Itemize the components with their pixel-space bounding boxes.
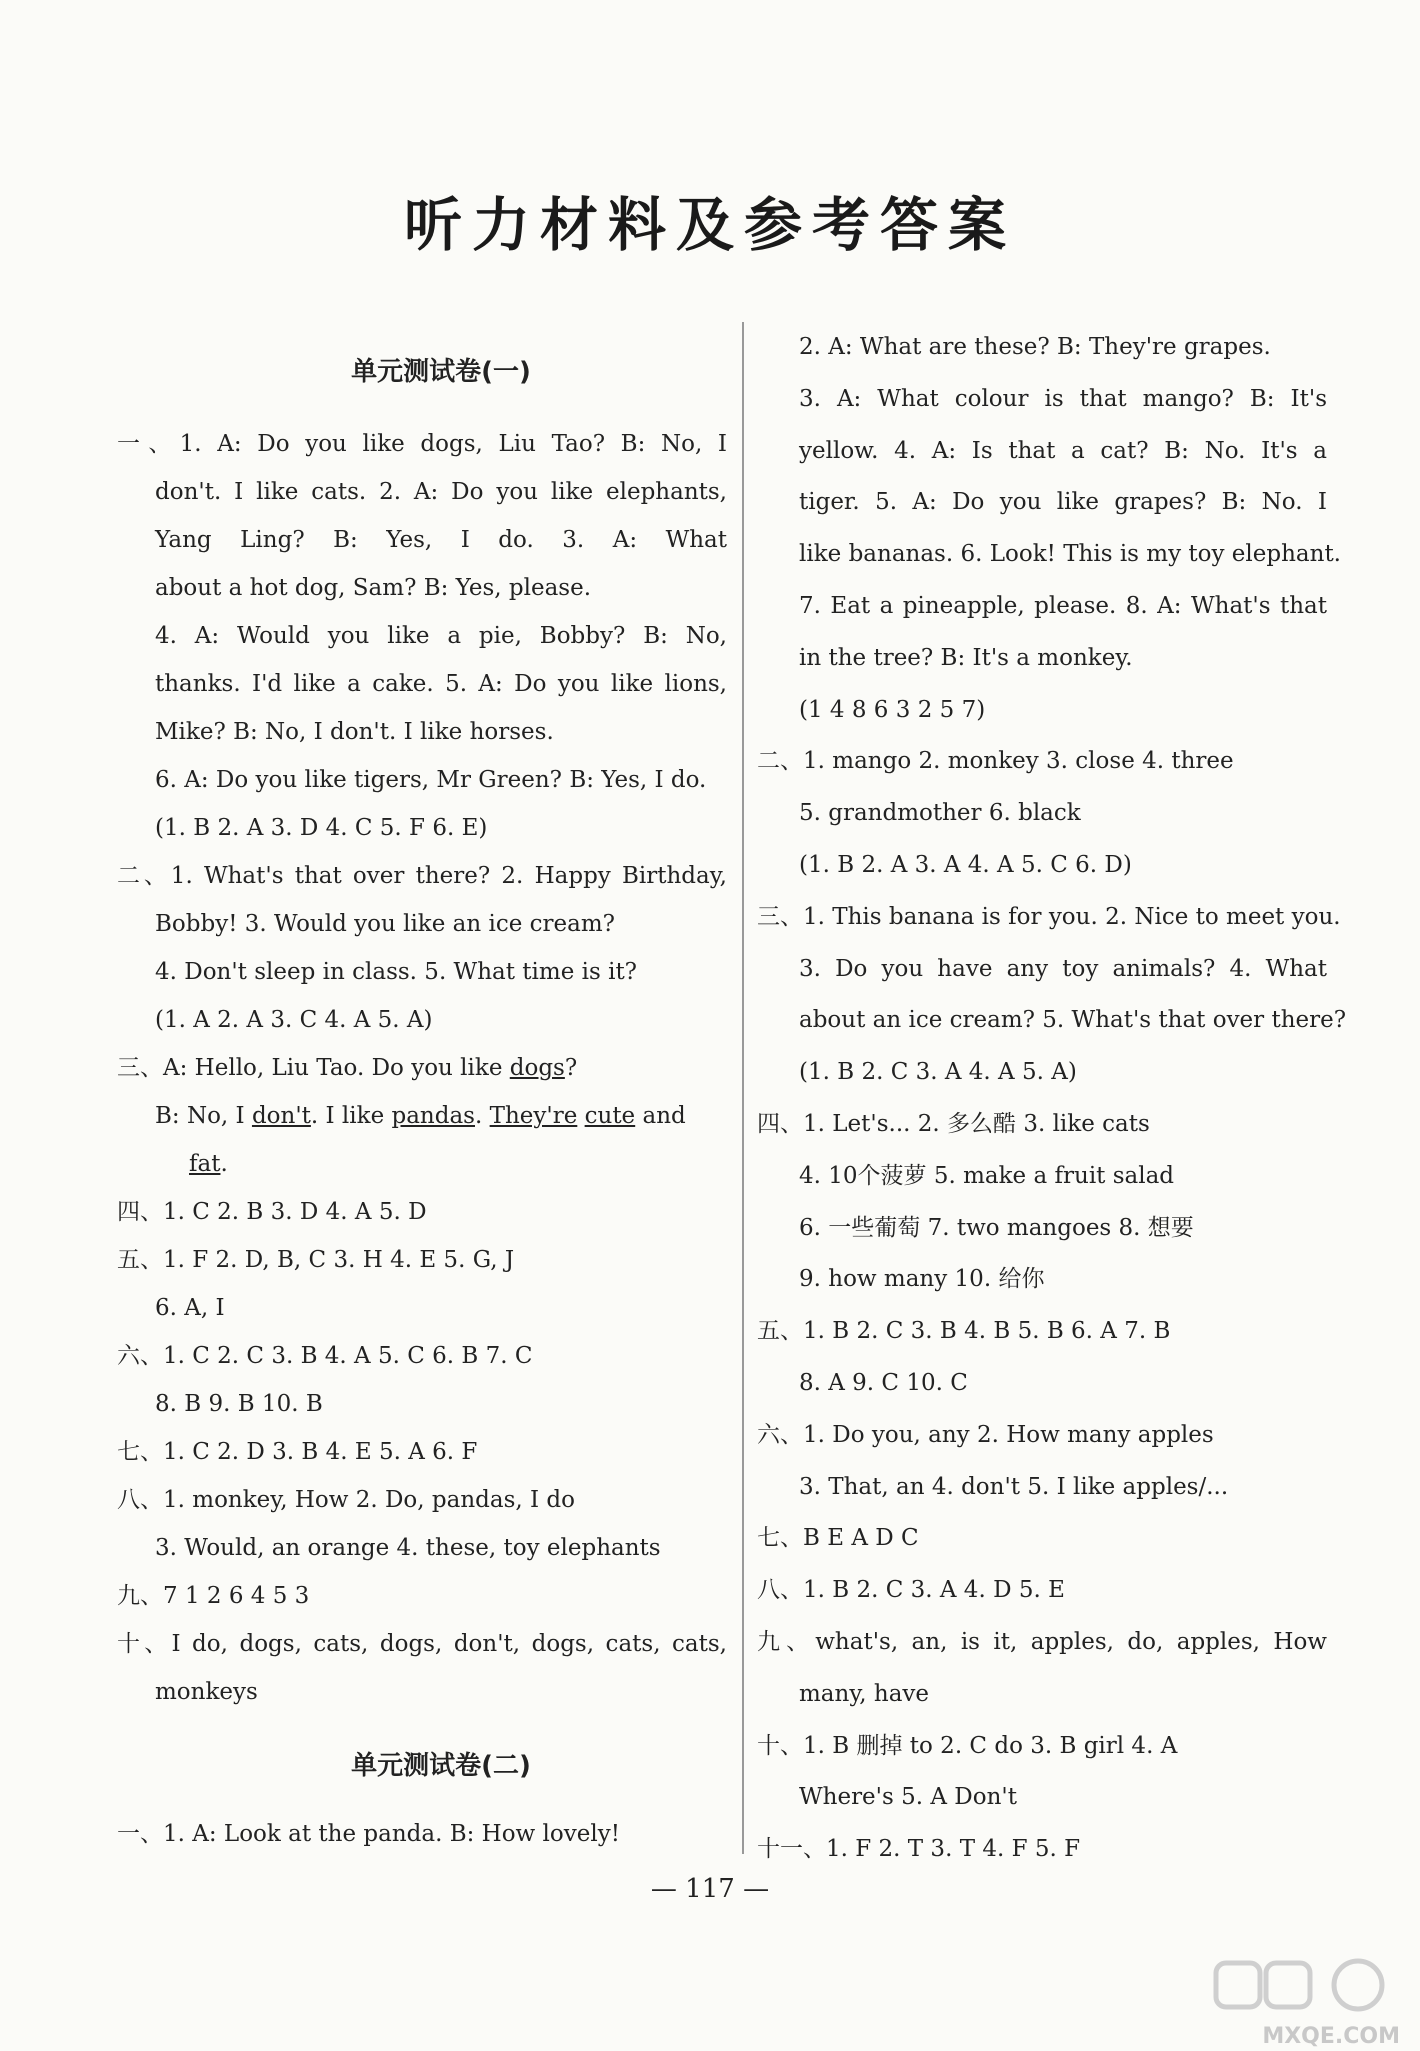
watermark-text: MXQE.COM <box>1262 2024 1400 2049</box>
underlined-word: don't <box>251 1103 311 1129</box>
text-segment: . <box>475 1103 490 1129</box>
answer-key: 4. 10个菠萝 5. make a fruit salad <box>799 1162 1175 1189</box>
answer-key: 四、1. Let's... 2. 多么酷 3. like cats <box>757 1110 1150 1137</box>
answer-key: 七、1. C 2. D 3. B 4. E 5. A 6. F <box>117 1439 478 1465</box>
underlined-word: fat <box>189 1151 221 1177</box>
answer-key: 6. 一些葡萄 7. two mangoes 8. 想要 <box>799 1214 1194 1241</box>
text-line: 4. Don't sleep in class. 5. What time is it? <box>155 959 638 985</box>
answer-key: 五、1. F 2. D, B, C 3. H 4. E 5. G, J <box>117 1247 515 1273</box>
text-line: 6. A: Do you like tigers, Mr Green? B: Yes, I do. <box>155 767 707 793</box>
text-line: thanks. I'd like a cake. 5. A: Do you like lions, <box>155 671 727 697</box>
text-line: 2. A: What are these? B: They're grapes. <box>799 334 1271 360</box>
text-line: tiger. 5. A: Do you like grapes? B: No. I <box>799 489 1327 516</box>
text-line: 一、1. A: Look at the panda. B: How lovely! <box>117 1821 620 1847</box>
text-line <box>117 1044 727 1092</box>
text-line: about a hot dog, Sam? B: Yes, please. <box>155 575 592 601</box>
answer-key: 8. A 9. C 10. C <box>799 1369 968 1396</box>
answer-key: 3. That, an 4. don't 5. I like apples/... <box>799 1473 1229 1500</box>
text-segment: . <box>220 1151 228 1177</box>
answer-line <box>117 420 727 1716</box>
underlined-word: dogs <box>509 1055 565 1081</box>
text-line: 二、1. What's that over there? 2. Happy Birthday, <box>117 863 727 889</box>
text-segment: and <box>635 1103 686 1129</box>
text-segment <box>577 1103 584 1129</box>
text-segment: . I like <box>310 1103 392 1129</box>
answer-key: 八、1. B 2. C 3. A 4. D 5. E <box>757 1577 1065 1604</box>
text-line <box>155 1092 727 1140</box>
answer-key: (1. B 2. A 3. D 4. C 5. F 6. E) <box>155 815 488 841</box>
right-column <box>757 322 1347 1876</box>
section-heading-unit-test-1: 单元测试卷(一) <box>351 357 531 387</box>
answer-key: 十、1. B 删掉 to 2. C do 3. B girl 4. A <box>757 1732 1178 1759</box>
text-line: Bobby! 3. Would you like an ice cream? <box>155 911 615 937</box>
answer-key: many, have <box>799 1680 930 1707</box>
text-segment: B: No, I <box>155 1103 252 1129</box>
answer-key: 四、1. C 2. B 3. D 4. A 5. D <box>117 1199 427 1225</box>
answer-key: 十一、1. F 2. T 3. T 4. F 5. F <box>757 1836 1081 1863</box>
answer-key: 九、7 1 2 6 4 5 3 <box>117 1583 310 1609</box>
answer-key: (1. B 2. C 3. A 4. A 5. A) <box>799 1059 1077 1086</box>
answer-key: 二、1. mango 2. monkey 3. close 4. three <box>757 748 1234 775</box>
answer-key: (1. A 2. A 3. C 4. A 5. A) <box>155 1007 433 1033</box>
text-segment: ? <box>564 1055 578 1081</box>
page-title: 听力材料及参考答案 <box>403 191 1016 259</box>
left-column <box>117 348 727 1858</box>
answer-key: 六、1. C 2. C 3. B 4. A 5. C 6. B 7. C <box>117 1343 533 1369</box>
answer-key: 十、I do, dogs, cats, dogs, don't, dogs, cats, cats, <box>117 1631 727 1657</box>
text-line: 4. A: Would you like a pie, Bobby? B: No, <box>155 623 727 649</box>
text-line: 7. Eat a pineapple, please. 8. A: What's that <box>799 592 1327 619</box>
text-line: about an ice cream? 5. What's that over there? <box>799 1007 1347 1034</box>
text-line: 3. A: What colour is that mango? B: It's <box>799 385 1327 412</box>
answer-key: 九、what's, an, is it, apples, do, apples, How <box>757 1628 1327 1655</box>
text-line: 三、1. This banana is for you. 2. Nice to meet you. <box>757 903 1341 930</box>
answer-key: 八、1. monkey, How 2. Do, pandas, I do <box>117 1487 575 1513</box>
answer-key: Where's 5. A Don't <box>799 1784 1017 1811</box>
answer-key: monkeys <box>155 1679 258 1705</box>
underlined-word: pandas <box>391 1103 475 1129</box>
section-heading-unit-test-2: 单元测试卷(二) <box>351 1751 531 1781</box>
text-line <box>189 1140 727 1188</box>
answer-key: (1. B 2. A 3. A 4. A 5. C 6. D) <box>799 851 1132 878</box>
text-line: yellow. 4. A: Is that a cat? B: No. It's a <box>799 437 1327 464</box>
text-segment: 三、A: Hello, Liu Tao. Do you like <box>117 1055 510 1081</box>
text-line: Mike? B: No, I don't. I like horses. <box>155 719 554 745</box>
text-line: like bananas. 6. Look! This is my toy elephant. <box>799 541 1341 568</box>
column-divider <box>742 322 744 1854</box>
text-line: in the tree? B: It's a monkey. <box>799 644 1133 671</box>
answer-key: 五、1. B 2. C 3. B 4. B 5. B 6. A 7. B <box>757 1318 1171 1345</box>
answer-key: 6. A, I <box>155 1295 225 1321</box>
text-line: 一、1. A: Do you like dogs, Liu Tao? B: No, I <box>117 431 727 457</box>
answer-key: 七、B E A D C <box>757 1525 919 1552</box>
answer-key: 5. grandmother 6. black <box>799 800 1081 827</box>
answer-key: 六、1. Do you, any 2. How many apples <box>757 1421 1214 1448</box>
underlined-word: They're <box>489 1103 578 1129</box>
text-line: don't. I like cats. 2. A: Do you like elephants, <box>155 479 727 505</box>
underlined-word: cute <box>584 1103 636 1129</box>
page-number: — 117 — <box>650 1874 770 1904</box>
text-line: 3. Do you have any toy animals? 4. What <box>799 955 1327 982</box>
text-line: Yang Ling? B: Yes, I do. 3. A: What <box>155 527 727 553</box>
answer-key: (1 4 8 6 3 2 5 7) <box>799 696 986 723</box>
answer-key: 9. how many 10. 给你 <box>799 1266 1045 1293</box>
answer-key: 3. Would, an orange 4. these, toy elephants <box>155 1535 661 1561</box>
answer-key: 8. B 9. B 10. B <box>155 1391 323 1417</box>
